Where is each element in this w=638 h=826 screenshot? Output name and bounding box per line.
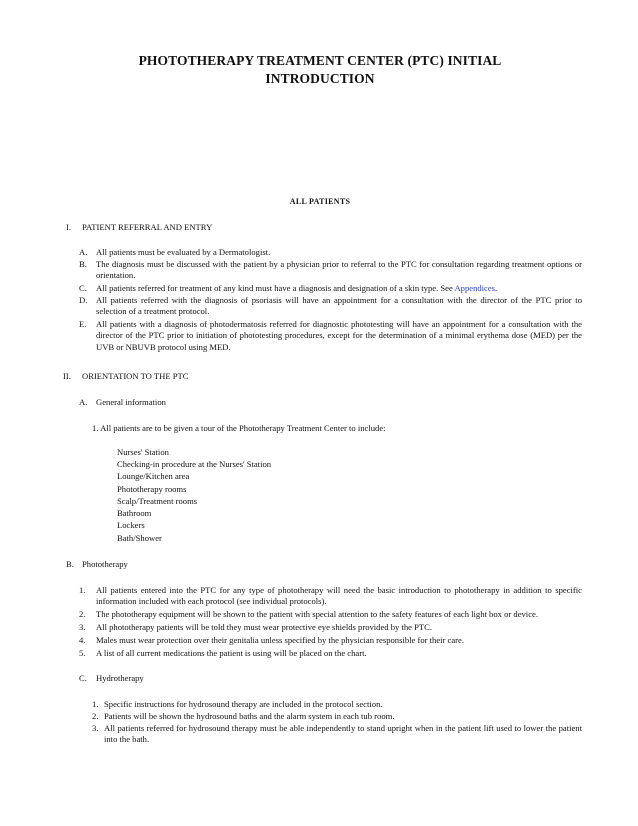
section-1-item-c-text-before: All patients referred for treatment of any kind must have a diagnosis and designation of a skin type. See	[96, 283, 455, 293]
all-patients-heading: ALL PATIENTS	[289, 197, 351, 206]
tour-item: Scalp/Treatment rooms	[117, 496, 198, 506]
section-c-heading: Hydrotherapy	[96, 673, 144, 683]
section-b-item-3-label: 3.	[79, 622, 86, 632]
title-line-2: INTRODUCTION	[265, 71, 375, 86]
tour-item: Bath/Shower	[117, 533, 162, 543]
section-b-item-1-text: All patients entered into the PTC for any type of phototherapy will need the basic introduction to phototherapy in addition to specific information included with each protocol (see individual protocols).	[96, 585, 582, 607]
section-2-heading: ORIENTATION TO THE PTC	[82, 371, 189, 381]
section-1-item-a-text: All patients must be evaluated by a Dermatologist.	[96, 247, 271, 257]
section-b-item-2-label: 2.	[79, 609, 86, 619]
section-2-sub-a-label: A.	[79, 397, 88, 407]
section-1-item-c-label: C.	[79, 283, 87, 293]
section-1-item-e-label: E.	[79, 319, 87, 329]
tour-item: Bathroom	[117, 508, 152, 518]
section-1-item-d-label: D.	[79, 295, 88, 305]
tour-item: Nurses' Station	[117, 447, 169, 457]
section-b-item-2-text: The phototherapy equipment will be shown to the patient with special attention to the safety features of each light box or device.	[96, 609, 538, 619]
section-b-item-4-text: Males must wear protection over their genitalia unless specified by the physician responsible for their care.	[96, 635, 464, 645]
tour-item: Checking-in procedure at the Nurses' Station	[117, 459, 272, 469]
tour-item: Lounge/Kitchen area	[117, 471, 190, 481]
section-c-item-1-label: 1.	[92, 699, 99, 709]
section-b-item-3-text: All phototherapy patients will be told they must wear protective eye shields provided by the PTC.	[96, 622, 433, 632]
section-b-item-4-label: 4.	[79, 635, 86, 645]
section-1-item-c-text	[96, 283, 582, 294]
section-1-number: I.	[66, 222, 72, 232]
section-1-item-e-text: All patients with a diagnosis of photodermatosis referred for diagnostic phototesting will have an appointment for a consultation with the director of the PTC prior to initiation of phototesting procedures, except for the determination of a minimal erythema dose (MED) per the UVB or NBUVB protocol using MED.	[96, 319, 582, 352]
section-b-item-5-label: 5.	[79, 648, 86, 658]
tour-item: Lockers	[117, 520, 145, 530]
section-c-item-2-label: 2.	[92, 711, 99, 721]
title-line-1: PHOTOTHERAPY TREATMENT CENTER (PTC) INITIAL	[138, 53, 502, 68]
section-b-label: B.	[66, 559, 74, 569]
section-c-item-3-label: 3.	[92, 723, 99, 733]
page-title	[90, 52, 550, 88]
tour-intro: 1. All patients are to be given a tour of the Phototherapy Treatment Center to include:	[92, 423, 386, 433]
section-1-item-c-text-after: .	[495, 283, 498, 293]
section-2-number: II.	[63, 371, 71, 381]
section-b-item-1-label: 1.	[79, 585, 86, 595]
section-b-item-5-text: A list of all current medications the patient is using will be placed on the chart.	[96, 648, 367, 658]
section-1-item-b-text: The diagnosis must be discussed with the patient by a physician prior to referral to the PTC for consultation regarding treatment options or orientation.	[96, 259, 582, 281]
section-2-sub-a-heading: General information	[96, 397, 166, 407]
section-c-item-3-text: All patients referred for hydrosound therapy must be able independently to stand upright when in the patient lift used to lower the patient into the bath.	[104, 723, 582, 745]
section-1-item-d-text: All patients referred with the diagnosis of psoriasis will have an appointment for a consultation with the director of the PTC prior to selection of a treatment protocol.	[96, 295, 582, 317]
section-b-heading: Phototherapy	[82, 559, 128, 569]
appendices-link[interactable]: Appendices	[454, 283, 496, 293]
section-1-item-b-label: B.	[79, 259, 87, 269]
section-1-heading: PATIENT REFERRAL AND ENTRY	[82, 222, 213, 232]
section-c-item-1-text: Specific instructions for hydrosound therapy are included in the protocol section.	[104, 699, 383, 709]
section-1-item-a-label: A.	[79, 247, 88, 257]
section-c-item-2-text: Patients will be shown the hydrosound baths and the alarm system in each tub room.	[104, 711, 395, 721]
tour-item: Phototherapy rooms	[117, 484, 187, 494]
section-c-label: C.	[79, 673, 87, 683]
